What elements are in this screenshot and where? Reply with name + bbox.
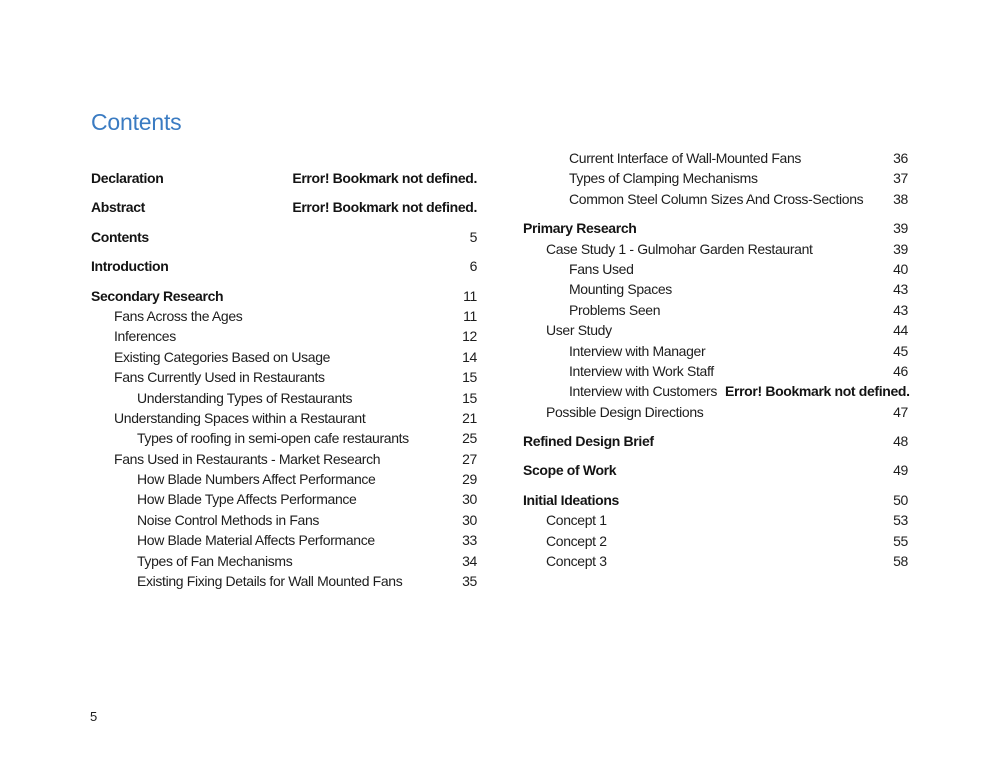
toc-entry [523,534,908,554]
toc-entry [91,171,477,191]
toc-entry-page: 38 [893,190,908,207]
toc-entry-page: 55 [893,532,908,549]
toc-entry [523,282,908,302]
toc-entry-page: 44 [893,322,908,339]
toc-entry-label: Concept 3 [546,553,607,570]
toc-entry-label: Secondary Research [91,287,224,304]
toc-entry [523,434,908,454]
toc-entry-label: Scope of Work [523,462,617,479]
toc-entry [523,344,908,364]
toc-entry [91,230,477,250]
toc-entry-label: Problems Seen [569,301,661,318]
toc-entry-label: Common Steel Column Sizes And Cross-Sections [569,190,864,207]
page-title: Contents [91,109,182,135]
toc-entry-label: Abstract [91,199,145,216]
toc-entry-label: Noise Control Methods in Fans [137,511,320,528]
toc-entry-page: Error! Bookmark not defined. [292,199,477,216]
toc-entry-page: 37 [893,170,908,187]
toc-entry-page: 6 [469,258,477,275]
toc-entry-page: 33 [462,532,477,549]
toc-entry-page: 46 [893,362,908,379]
toc-entry-label: Existing Categories Based on Usage [114,348,331,365]
toc-entry-page: 30 [462,511,477,528]
toc-entry-page: 21 [462,409,477,426]
toc-entry-label: Interview with Customers [569,383,717,400]
toc-entry-page: 29 [462,471,477,488]
toc-entry [91,492,477,512]
toc-entry-page: 15 [462,389,477,406]
toc-entry-page: 45 [893,342,908,359]
toc-entry [523,192,908,212]
toc-entry-label: Interview with Work Staff [569,362,714,379]
toc-entry-page: 12 [462,328,477,345]
toc-entry-page: 43 [893,281,908,298]
toc-entry [523,364,908,384]
toc-entry-page: 5 [469,228,477,245]
toc-entry-page: 43 [893,301,908,318]
toc-entry-label: Fans Currently Used in Restaurants [114,369,325,386]
toc-entry [91,411,477,431]
toc-entry-label: Refined Design Brief [523,433,654,450]
toc-entry [523,384,908,404]
toc-entry [91,554,477,574]
toc-column-right [523,151,908,574]
toc-entry-label: Concept 2 [546,532,607,549]
toc-entry-page: 35 [462,573,477,590]
toc-entry-page: 25 [462,430,477,447]
footer-page-number: 5 [90,709,98,724]
toc-entry-page: 11 [463,307,477,324]
toc-entry [91,391,477,411]
toc-entry-label: Types of roofing in semi-open cafe restaurants [137,430,409,447]
toc-entry-label: Types of Clamping Mechanisms [569,170,758,187]
toc-entry [91,513,477,533]
toc-entry [91,472,477,492]
toc-entry-page: 30 [462,491,477,508]
toc-entry [523,171,908,191]
toc-entry-label: Understanding Types of Restaurants [137,389,353,406]
toc-entry [523,405,908,425]
toc-entry-page: 53 [893,512,908,529]
toc-entry [91,350,477,370]
toc-entry-page: 27 [462,450,477,467]
toc-entry [523,151,908,171]
toc-entry-page: 36 [893,150,908,166]
toc-entry-page: 47 [893,403,908,420]
toc-entry-page: 50 [893,491,908,508]
toc-entry-label: Understanding Spaces within a Restaurant [114,409,366,426]
toc-entry [91,452,477,472]
toc-entry [91,200,477,220]
toc-entry-page: 39 [893,240,908,257]
toc-entry-page: 49 [893,462,908,479]
toc-entry-label: User Study [546,322,612,339]
toc-entry [91,329,477,349]
toc-entry [91,370,477,390]
toc-entry [523,463,908,483]
toc-entry [91,574,477,594]
toc-entry [91,259,477,279]
toc-entry-label: Primary Research [523,220,637,237]
toc-entry-page: 39 [893,220,908,237]
toc-entry-label: Inferences [114,328,176,345]
toc-entry-page: 14 [462,348,477,365]
toc-entry [523,303,908,323]
toc-entry-label: Mounting Spaces [569,281,672,298]
toc-entry-page: 34 [462,552,477,569]
toc-entry-page: Error! Bookmark not defined. [292,170,477,186]
toc-entry-page: 40 [893,260,908,277]
toc-entry [523,493,908,513]
toc-entry-label: Types of Fan Mechanisms [137,552,293,569]
toc-entry-label: Concept 1 [546,512,607,529]
toc-entry-label: How Blade Type Affects Performance [137,491,357,508]
toc-entry-label: Interview with Manager [569,342,706,359]
toc-entry-label: Current Interface of Wall-Mounted Fans [569,150,802,166]
toc-entry [523,513,908,533]
toc-entry-page: 11 [463,287,477,304]
toc-entry-label: How Blade Material Affects Performance [137,532,375,549]
toc-column-left [91,171,477,594]
toc-entry [523,242,908,262]
toc-entry-label: Possible Design Directions [546,403,704,420]
toc-entry-label: Contents [91,228,149,245]
toc-entry-label: Case Study 1 - Gulmohar Garden Restaurant [546,240,813,257]
toc-entry-label: Initial Ideations [523,491,619,508]
toc-entry [91,431,477,451]
toc-entry-label: Fans Across the Ages [114,307,243,324]
toc-entry [91,533,477,553]
toc-entry [523,323,908,343]
toc-entry-label: Existing Fixing Details for Wall Mounted Fans [137,573,403,590]
toc-entry [523,554,908,574]
toc-entry-page: 58 [893,553,908,570]
toc-entry-label: Fans Used [569,260,634,277]
toc-entry-page: 48 [893,433,908,450]
toc-entry [523,221,908,241]
toc-entry-label: Declaration [91,170,164,186]
toc-entry [523,262,908,282]
toc-entry-page: Error! Bookmark not defined. [724,383,910,400]
toc-entry-label: Introduction [91,258,169,275]
toc-entry-label: How Blade Numbers Affect Performance [137,471,376,488]
toc-entry [91,289,477,309]
toc-entry [91,309,477,329]
toc-entry-label: Fans Used in Restaurants - Market Research [114,450,381,467]
toc-entry-page: 15 [462,369,477,386]
